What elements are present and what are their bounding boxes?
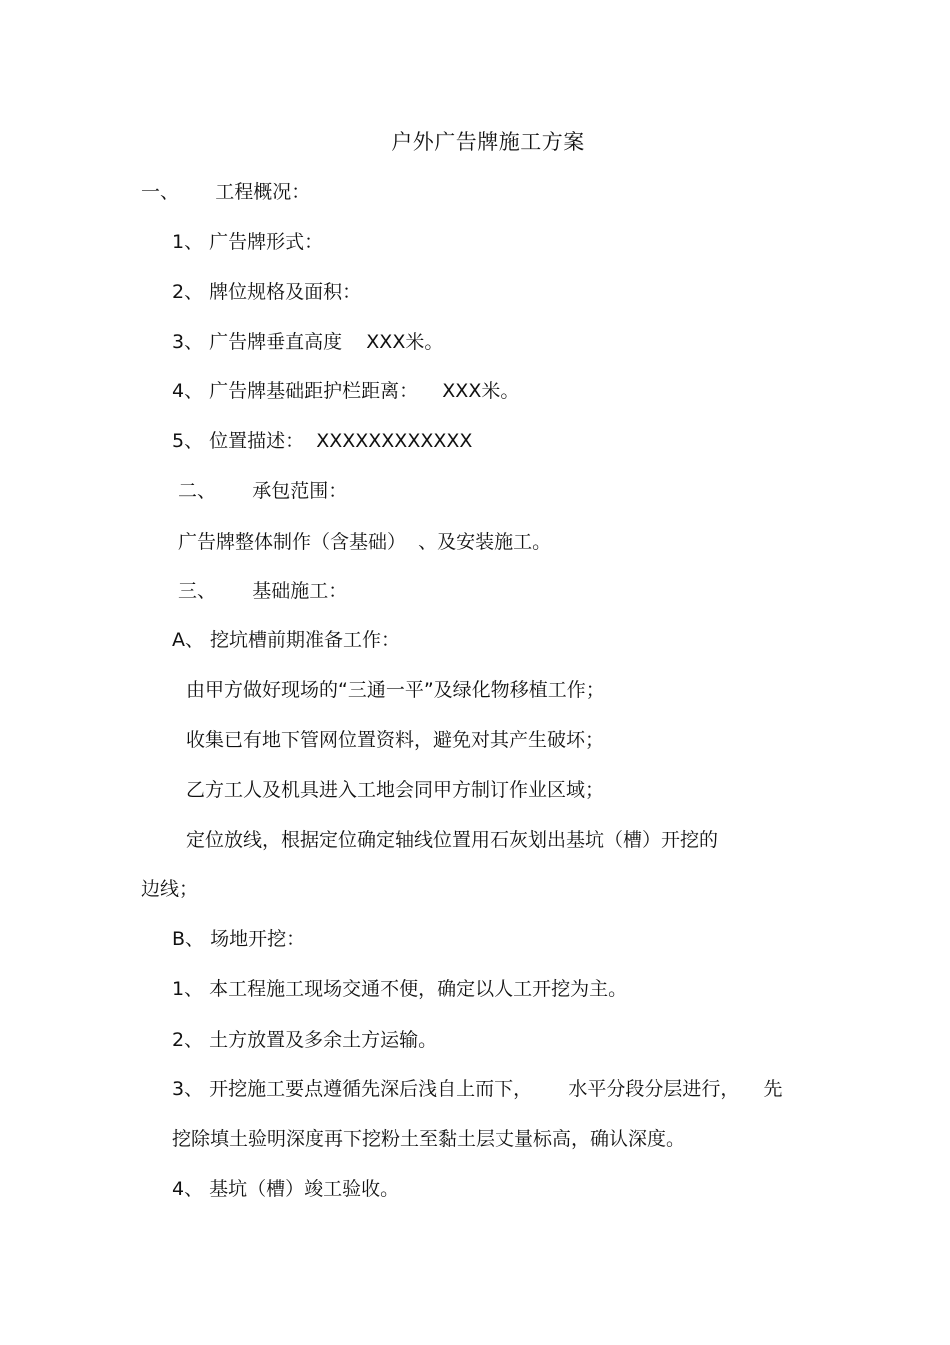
list-item: 3、 广告牌垂直高度 XXX米。	[172, 331, 444, 353]
subsection-heading: B、 场地开挖：	[172, 928, 306, 950]
list-item: 4、 广告牌基础距护栏距离： XXX米。	[172, 380, 520, 402]
section-heading-3: 三、 基础施工：	[178, 580, 348, 602]
paragraph: 由甲方做好现场的“三通一平”及绿化物移植工作；	[186, 679, 605, 701]
list-item: 5、 位置描述： XXXXXXXXXXXX	[172, 430, 473, 452]
paragraph: 广告牌整体制作（含基础） 、及安装施工。	[178, 531, 552, 553]
list-item: 4、 基坑（槽）竣工验收。	[172, 1178, 400, 1200]
list-item: 2、 牌位规格及面积：	[172, 281, 362, 303]
list-item: 2、 土方放置及多余土方运输。	[172, 1029, 438, 1051]
paragraph: 收集已有地下管网位置资料，避免对其产生破坏；	[186, 729, 605, 751]
section-heading-1: 一、 工程概况：	[141, 181, 311, 203]
paragraph: 定位放线，根据定位确定轴线位置用石灰划出基坑（槽）开挖的	[186, 829, 719, 851]
document-title: 户外广告牌施工方案	[391, 130, 585, 154]
list-item: 1、 广告牌形式：	[172, 231, 324, 253]
paragraph-continuation: 边线；	[141, 878, 199, 900]
paragraph: 乙方工人及机具进入工地会同甲方制订作业区域；	[186, 779, 605, 801]
paragraph-continuation: 挖除填土验明深度再下挖粉土至黏土层丈量标高，确认深度。	[172, 1128, 686, 1150]
list-item: 3、 开挖施工要点遵循先深后浅自上而下， 水平分段分层进行， 先	[172, 1078, 783, 1100]
subsection-heading: A、 挖坑槽前期准备工作：	[172, 629, 401, 651]
section-heading-2: 二、 承包范围：	[178, 480, 348, 502]
list-item: 1、 本工程施工现场交通不便，确定以人工开挖为主。	[172, 978, 628, 1000]
